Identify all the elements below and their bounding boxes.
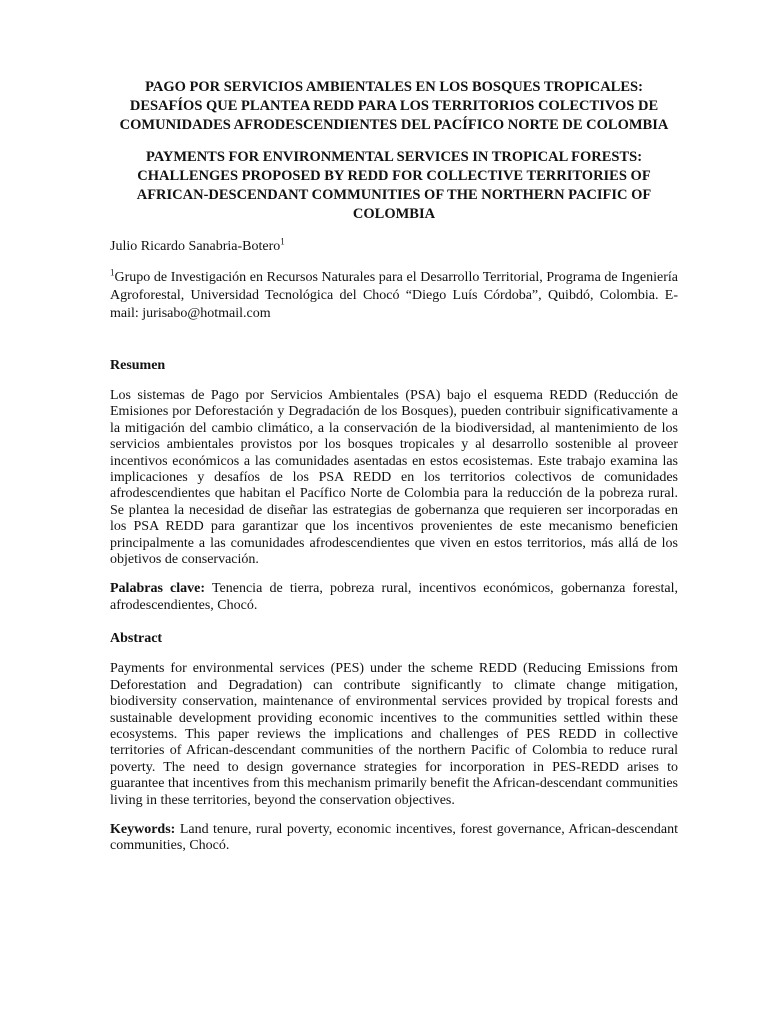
keywords-text: Land tenure, rural poverty, economic incentives, forest governance, African-descendant communities, Chocó. <box>110 821 679 854</box>
abstract-heading: Abstract <box>110 631 163 647</box>
title-english: PAYMENTS FOR ENVIRONMENTAL SERVICES IN TROPICAL FORESTS: CHALLENGES PROPOSED BY REDD FOR COLLECTIVE TERRITORIES OF AFRICAN-DESCENDANT COMMUNITIES OF THE NORTHERN PACIFIC OF COLOMBIA <box>136 149 652 222</box>
author-affiliation-marker: 1 <box>280 236 285 247</box>
author-name: Julio Ricardo Sanabria-Botero <box>110 239 281 254</box>
resumen-heading: Resumen <box>110 358 166 373</box>
affiliation-marker: 1 <box>110 267 115 278</box>
affiliation <box>110 269 678 323</box>
resumen-body: Los sistemas de Pago por Servicios Ambientales (PSA) bajo el esquema REDD (Reducción de Emisiones por Deforestación y Degradación de los Bosques), pueden contribuir significativamente a la mitigación del cambio climático, a la conservación de la biodiversidad, al mantenimiento de los servicios ambientales provistos por los bosques tropicales y al desarrollo sostenible al proveer incentivos económicos a las comunidades asentadas en estos ecosistemas. Este trabajo examina las implicaciones y desafíos de los PSA REDD en los territorios colectivos de comunidades afrodescendientes que habitan el Pacífico Norte de Colombia para la reducción de la pobreza rural. Se plantea la necesidad de diseñar las estrategias de gobernanza que requieren ser incorporadas en los PSA REDD para garantizar que los incentivos provenientes de este mecanismo beneficien principalmente a las comunidades afrodescendientes que viven en estos territorios, más allá de los objetivos de conservación. <box>110 388 678 568</box>
palabras-clave-label: Palabras clave: <box>110 581 206 597</box>
affiliation-text: Grupo de Investigación en Recursos Naturales para el Desarrollo Territorial, Programa de Ingeniería Agroforestal, Universidad Tecnológica del Chocó “Diego Luís Córdoba”, Quibdó, Colombia. E-mail: jurisabo@hotmail.com <box>110 270 678 321</box>
keywords-label: Keywords: <box>110 821 176 837</box>
author-line <box>110 238 678 256</box>
abstract-body: Payments for environmental services (PES) under the scheme REDD (Reducing Emissions from Deforestation and Degradation) can contribute significantly to climate change mitigation, biodiversity conservation, maintenance of environmental services provided by tropical forests and sustainable development providing economic incentives to the communities settled within these ecosystems. This paper reviews the implications and challenges of PES REDD in collective territories of African-descendant communities of the northern Pacific of Colombia to reduce rural poverty. The need to design governance strategies for incorporation in PES-REDD arises to guarantee that incentives from this mechanism primarily benefit the African-descendant communities living in these territories, beyond the conservation objectives. <box>110 661 678 808</box>
palabras-clave <box>110 581 678 614</box>
palabras-clave-text: Tenencia de tierra, pobreza rural, incentivos económicos, gobernanza forestal, afrodescendientes, Chocó. <box>110 581 679 613</box>
keywords <box>110 822 678 855</box>
title-spanish: PAGO POR SERVICIOS AMBIENTALES EN LOS BOSQUES TROPICALES: DESAFÍOS QUE PLANTEA REDD PARA LOS TERRITORIOS COLECTIVOS DE COMUNIDADES AFRODESCENDIENTES DEL PACÍFICO NORTE DE COLOMBIA <box>119 79 669 133</box>
paper-page <box>110 78 678 855</box>
